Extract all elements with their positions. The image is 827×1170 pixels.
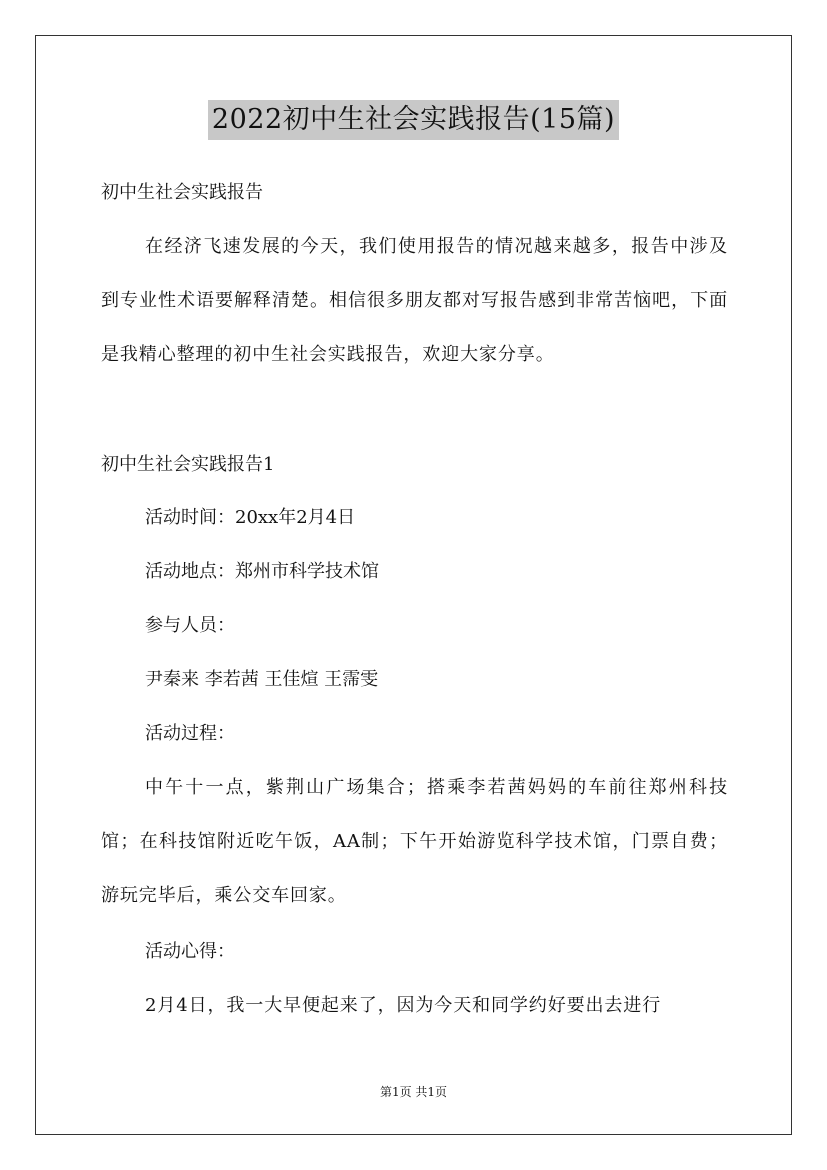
activity-place: 活动地点：郑州市科学技术馆 xyxy=(145,561,379,582)
process-paragraph: 中午十一点，紫荆山广场集合；搭乘李若茜妈妈的车前往郑州科技馆；在科技馆附近吃午饭，AA制；下午开始游览科学技术馆，门票自费；游玩完毕后，乘公交车回家。 xyxy=(101,777,728,906)
intro-paragraph: 在经济飞速发展的今天，我们使用报告的情况越来越多，报告中涉及到专业性术语要解释清楚。相信很多朋友都对写报告感到非常苦恼吧，下面是我精心整理的初中生社会实践报告，欢迎大家分享。 xyxy=(101,236,728,365)
intro-heading: 初中生社会实践报告 xyxy=(101,182,263,203)
title-container xyxy=(0,100,827,140)
activity-time: 活动时间：20xx年2月4日 xyxy=(145,507,356,528)
experience-paragraph: 2月4日，我一大早便起来了，因为今天和同学约好要出去进行 xyxy=(145,995,662,1016)
process-label: 活动过程： xyxy=(145,723,235,744)
participants-label: 参与人员： xyxy=(145,615,235,636)
document-title: 2022初中生社会实践报告(15篇) xyxy=(208,100,619,140)
experience-label: 活动心得： xyxy=(145,941,235,962)
section-heading: 初中生社会实践报告1 xyxy=(101,454,275,475)
page-footer: 第1页 共1页 xyxy=(379,1085,448,1099)
participants-list: 尹秦来 李若茜 王佳煊 王霈雯 xyxy=(145,669,379,690)
